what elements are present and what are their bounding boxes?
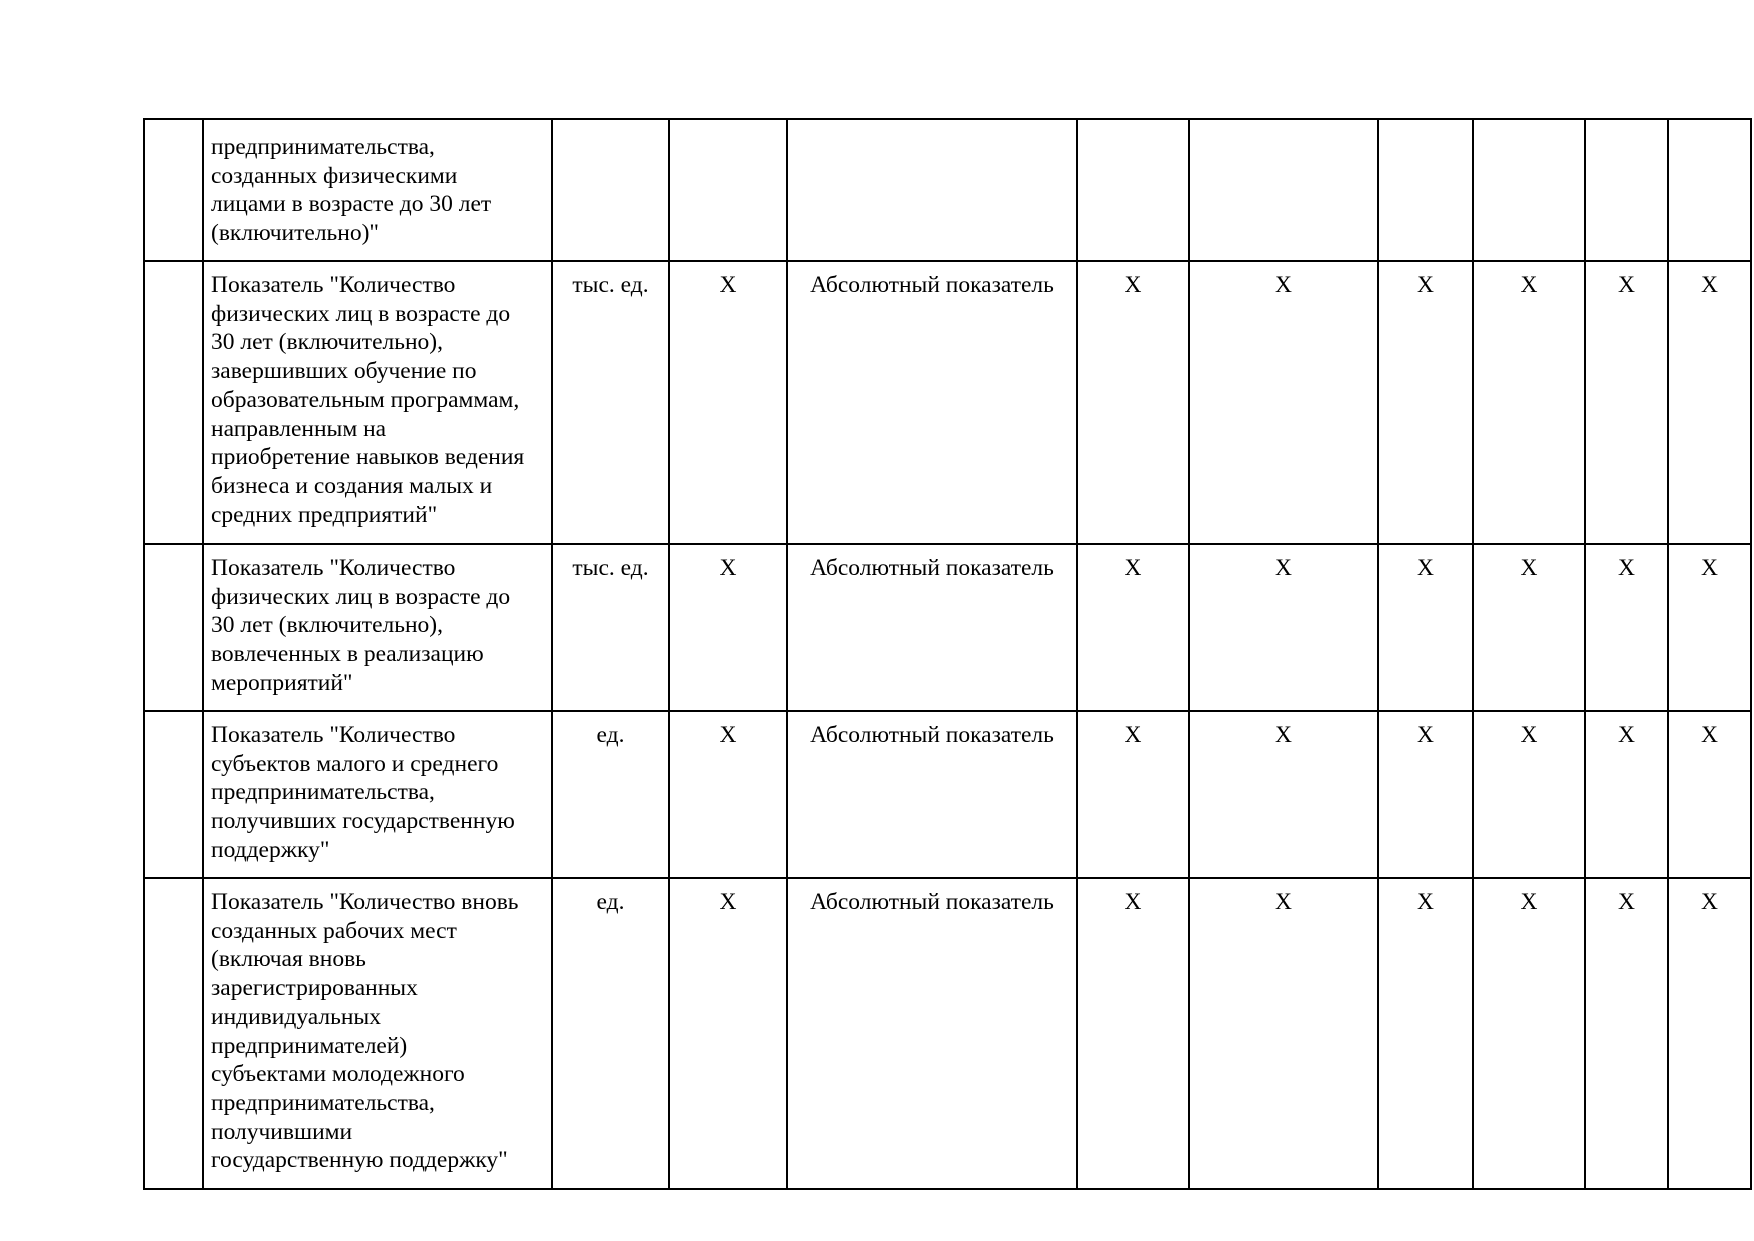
indicator-name-cell: предпринимательства, созданных физическими лицами в возрасте до 30 лет (включительно)" xyxy=(203,119,552,261)
value-cell: X xyxy=(1668,261,1751,544)
value-cell xyxy=(669,119,787,261)
indicator-type-cell: Абсолютный показатель xyxy=(787,711,1077,878)
unit-cell: тыс. ед. xyxy=(552,544,669,711)
unit-cell: тыс. ед. xyxy=(552,261,669,544)
indicator-type-cell: Абсолютный показатель xyxy=(787,878,1077,1189)
table-row xyxy=(144,261,1751,544)
value-cell: X xyxy=(1077,711,1189,878)
value-cell: X xyxy=(1668,544,1751,711)
value-cell: X xyxy=(1378,261,1473,544)
indicator-type-cell: Абсолютный показатель xyxy=(787,261,1077,544)
value-cell: X xyxy=(1189,711,1378,878)
indicator-name-cell: Показатель "Количество субъектов малого и среднего предпринимательства, получивших государственную поддержку" xyxy=(203,711,552,878)
value-cell: X xyxy=(669,711,787,878)
value-cell: X xyxy=(1473,878,1585,1189)
unit-cell: ед. xyxy=(552,878,669,1189)
value-cell: X xyxy=(1378,711,1473,878)
table-row xyxy=(144,711,1751,878)
value-cell xyxy=(1585,119,1668,261)
value-cell: X xyxy=(1585,544,1668,711)
number-cell xyxy=(144,878,203,1189)
value-cell: X xyxy=(1189,544,1378,711)
value-cell: X xyxy=(669,544,787,711)
number-cell xyxy=(144,544,203,711)
value-cell: X xyxy=(1473,544,1585,711)
indicator-name-cell: Показатель "Количество физических лиц в возрасте до 30 лет (включительно), завершивших обучение по образовательным программам, направленным на приобретение навыков ведения бизнеса и создания малых и средних предприятий" xyxy=(203,261,552,544)
indicators-table xyxy=(143,118,1752,1190)
table-row xyxy=(144,119,1751,261)
number-cell xyxy=(144,711,203,878)
indicator-name-cell: Показатель "Количество физических лиц в возрасте до 30 лет (включительно), вовлеченных в реализацию мероприятий" xyxy=(203,544,552,711)
value-cell: X xyxy=(669,261,787,544)
value-cell: X xyxy=(1077,261,1189,544)
value-cell xyxy=(1077,119,1189,261)
indicator-name-cell: Показатель "Количество вновь созданных рабочих мест (включая вновь зарегистрированных индивидуальных предпринимателей) субъектами молодежного предпринимательства, получившими государственную поддержку" xyxy=(203,878,552,1189)
unit-cell: ед. xyxy=(552,711,669,878)
value-cell: X xyxy=(1585,261,1668,544)
table-row xyxy=(144,878,1751,1189)
number-cell xyxy=(144,261,203,544)
value-cell: X xyxy=(1189,261,1378,544)
value-cell: X xyxy=(1585,878,1668,1189)
indicator-type-cell: Абсолютный показатель xyxy=(787,544,1077,711)
value-cell: X xyxy=(1668,878,1751,1189)
value-cell: X xyxy=(1585,711,1668,878)
value-cell: X xyxy=(1189,878,1378,1189)
value-cell: X xyxy=(1378,544,1473,711)
value-cell: X xyxy=(1668,711,1751,878)
value-cell: X xyxy=(1473,261,1585,544)
value-cell xyxy=(1189,119,1378,261)
value-cell: X xyxy=(1077,544,1189,711)
value-cell xyxy=(1473,119,1585,261)
value-cell: X xyxy=(669,878,787,1189)
table-row xyxy=(144,544,1751,711)
value-cell xyxy=(1668,119,1751,261)
indicator-type-cell xyxy=(787,119,1077,261)
number-cell xyxy=(144,119,203,261)
value-cell xyxy=(1378,119,1473,261)
value-cell: X xyxy=(1378,878,1473,1189)
unit-cell xyxy=(552,119,669,261)
value-cell: X xyxy=(1077,878,1189,1189)
value-cell: X xyxy=(1473,711,1585,878)
